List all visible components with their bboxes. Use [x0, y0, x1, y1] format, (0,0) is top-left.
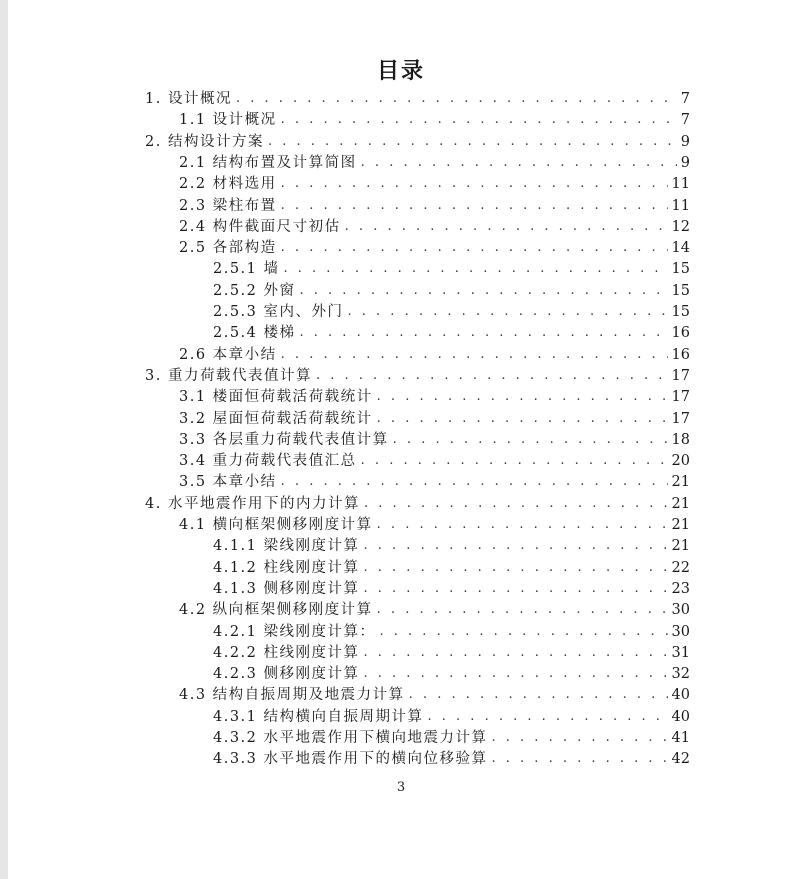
toc-leader-dots — [364, 536, 668, 556]
toc-entry[interactable] — [179, 217, 690, 237]
toc-entry[interactable] — [179, 600, 690, 620]
toc-entry[interactable] — [213, 259, 690, 279]
toc-entry[interactable] — [213, 664, 690, 684]
toc-entry-label: 4.3.3 水平地震作用下的横向位移验算 — [213, 751, 488, 768]
toc-entry-label: 4.1.3 侧移刚度计算 — [213, 580, 360, 597]
toc-entry-page: 12 — [671, 218, 690, 235]
toc-entry-page: 16 — [671, 325, 690, 342]
toc-entry-page: 23 — [671, 580, 690, 597]
toc-leader-dots — [393, 430, 668, 450]
toc-leader-dots — [377, 600, 668, 620]
toc-entry-label: 1. 设计概况 — [145, 91, 232, 107]
toc-entry[interactable] — [179, 451, 690, 471]
toc-leader-dots — [316, 366, 668, 386]
toc-leader-dots — [364, 664, 668, 684]
toc-entry-page: 42 — [671, 751, 690, 768]
toc-leader-dots — [281, 110, 677, 130]
toc-entry-label: 2.2 材料选用 — [179, 176, 277, 193]
toc-entry[interactable] — [213, 579, 690, 599]
toc-leader-dots — [364, 579, 668, 599]
toc-entry-label: 3.1 楼面恒荷载活荷载统计 — [179, 389, 373, 406]
toc-entry-label: 2. 结构设计方案 — [145, 133, 264, 150]
toc-entry-page: 11 — [671, 176, 690, 193]
toc-entry-label: 4.3.1 结构横向自振周期计算 — [213, 708, 424, 725]
toc-entry-page: 9 — [680, 133, 690, 150]
toc-entry-page: 16 — [671, 346, 690, 363]
toc-leader-dots — [364, 558, 668, 578]
toc-leader-dots — [364, 494, 668, 514]
toc-entry[interactable] — [213, 749, 690, 769]
toc-entry[interactable] — [213, 536, 690, 556]
toc-entry[interactable] — [213, 302, 690, 322]
toc-leader-dots — [364, 643, 668, 663]
toc-leader-dots — [281, 472, 668, 492]
toc-entry[interactable] — [213, 622, 690, 642]
toc-entry-page: 9 — [680, 154, 690, 171]
toc-entry-page: 11 — [671, 197, 690, 214]
toc-entry-label: 4.3 结构自振周期及地震力计算 — [179, 687, 405, 704]
toc-entry[interactable] — [179, 685, 690, 705]
toc-entry-page: 17 — [671, 367, 690, 384]
toc-entry-label: 3. 重力荷载代表值计算 — [145, 367, 312, 384]
toc-entry[interactable] — [179, 174, 690, 194]
toc-leader-dots — [380, 622, 668, 642]
toc-entry-page: 7 — [680, 91, 690, 107]
toc-entry-page: 21 — [671, 517, 690, 533]
toc-entry-label: 2.5.3 室内、外门 — [213, 304, 344, 320]
toc-leader-dots — [492, 749, 668, 769]
toc-leader-dots — [281, 238, 668, 258]
toc-entry[interactable] — [179, 153, 690, 173]
toc-entry-label: 3.3 各层重力荷载代表值计算 — [179, 431, 389, 448]
toc-leader-dots — [284, 259, 668, 279]
toc-entry[interactable] — [213, 558, 690, 578]
toc-entry-page: 32 — [671, 666, 690, 683]
toc-entry[interactable] — [213, 323, 690, 343]
page-number: 3 — [396, 780, 406, 795]
toc-entry-page: 21 — [671, 538, 690, 555]
toc-leader-dots — [268, 132, 677, 152]
toc-entry-page: 40 — [671, 708, 690, 725]
toc-leader-dots — [300, 323, 668, 343]
toc-entry[interactable] — [213, 728, 690, 748]
toc-entry[interactable] — [145, 366, 690, 386]
toc-leader-dots — [361, 451, 668, 471]
toc-entry-page: 7 — [680, 112, 690, 129]
toc-entry-page: 41 — [671, 730, 690, 746]
toc-entry-label: 2.6 本章小结 — [179, 346, 277, 363]
toc-entry-page: 15 — [671, 304, 690, 320]
toc-entry-label: 2.5.4 楼梯 — [213, 325, 296, 342]
toc-entry-page: 31 — [671, 644, 690, 661]
toc-entry-page: 21 — [671, 474, 690, 491]
toc-leader-dots — [281, 174, 668, 194]
toc-entry-label: 2.5 各部构造 — [179, 240, 277, 257]
toc-entry-label: 3.5 本章小结 — [179, 474, 277, 491]
toc-leader-dots — [348, 302, 668, 322]
toc-leader-dots — [281, 345, 668, 365]
toc-entry[interactable] — [145, 132, 690, 152]
toc-entry-label: 4.1 横向框架侧移刚度计算 — [179, 517, 373, 533]
toc-entry[interactable] — [145, 89, 690, 109]
toc-entry[interactable] — [179, 409, 690, 429]
document-page — [8, 0, 794, 879]
toc-leader-dots — [428, 707, 668, 727]
toc-entry-label: 4.2.2 柱线刚度计算 — [213, 644, 360, 661]
toc-leader-dots — [236, 89, 677, 109]
toc-entry-page: 17 — [671, 410, 690, 427]
toc-entry[interactable] — [213, 281, 690, 301]
toc-entry-label: 4.1.1 梁线刚度计算 — [213, 538, 360, 555]
toc-leader-dots — [377, 387, 668, 407]
toc-entry[interactable] — [179, 196, 690, 216]
toc-leader-dots — [377, 515, 668, 535]
toc-entry-page: 21 — [671, 495, 690, 512]
toc-entry-label: 4.3.2 水平地震作用下横向地震力计算 — [213, 730, 488, 746]
toc-entry-label: 4.2 纵向框架侧移刚度计算 — [179, 602, 373, 619]
toc-entry-label: 3.4 重力荷载代表值汇总 — [179, 453, 357, 470]
toc-entry[interactable] — [213, 643, 690, 663]
toc-entry-page: 30 — [671, 602, 690, 619]
toc-entry[interactable] — [179, 238, 690, 258]
toc-entry[interactable] — [179, 515, 690, 535]
toc-leader-dots — [409, 685, 668, 705]
toc-entry[interactable] — [179, 472, 690, 492]
toc-entry[interactable] — [179, 387, 690, 407]
toc-entry-page: 15 — [671, 261, 690, 278]
toc-leader-dots — [492, 728, 668, 748]
toc-entry-page: 18 — [671, 431, 690, 448]
toc-entry[interactable] — [179, 345, 690, 365]
toc-leader-dots — [345, 217, 668, 237]
toc-entry-page: 15 — [671, 282, 690, 299]
toc-entry-page: 17 — [671, 389, 690, 406]
toc-leader-dots — [300, 281, 668, 301]
toc-entry-label: 2.5.1 墙 — [213, 261, 280, 278]
toc-entry-label: 2.5.2 外窗 — [213, 282, 296, 299]
toc-entry-page: 40 — [671, 687, 690, 704]
toc-leader-dots — [377, 409, 668, 429]
toc-entry-label: 3.2 屋面恒荷载活荷载统计 — [179, 410, 373, 427]
toc-leader-dots — [361, 153, 677, 173]
toc-entry-label: 2.3 梁柱布置 — [179, 197, 277, 214]
toc-entry[interactable] — [145, 494, 690, 514]
toc-entry-label: 4. 水平地震作用下的内力计算 — [145, 495, 360, 512]
toc-entry-label: 4.1.2 柱线刚度计算 — [213, 559, 360, 576]
toc-leader-dots — [281, 196, 668, 216]
toc-entry-label: 4.2.3 侧移刚度计算 — [213, 666, 360, 683]
toc-entry-page: 20 — [671, 453, 690, 470]
toc-entry-label: 4.2.1 梁线刚度计算： — [213, 623, 376, 640]
toc-entry-page: 30 — [671, 623, 690, 640]
toc-entry-page: 22 — [671, 559, 690, 576]
toc-entry-page: 14 — [671, 240, 690, 257]
toc-entry-label: 2.4 构件截面尺寸初估 — [179, 218, 341, 235]
toc-entry[interactable] — [179, 430, 690, 450]
toc-entry[interactable] — [213, 707, 690, 727]
toc-entry-label: 2.1 结构布置及计算简图 — [179, 154, 357, 171]
toc-entry[interactable] — [179, 110, 690, 130]
toc-title: 目录 — [376, 59, 425, 84]
viewer-left-edge — [0, 0, 8, 879]
toc-entry-label: 1.1 设计概况 — [179, 112, 277, 129]
